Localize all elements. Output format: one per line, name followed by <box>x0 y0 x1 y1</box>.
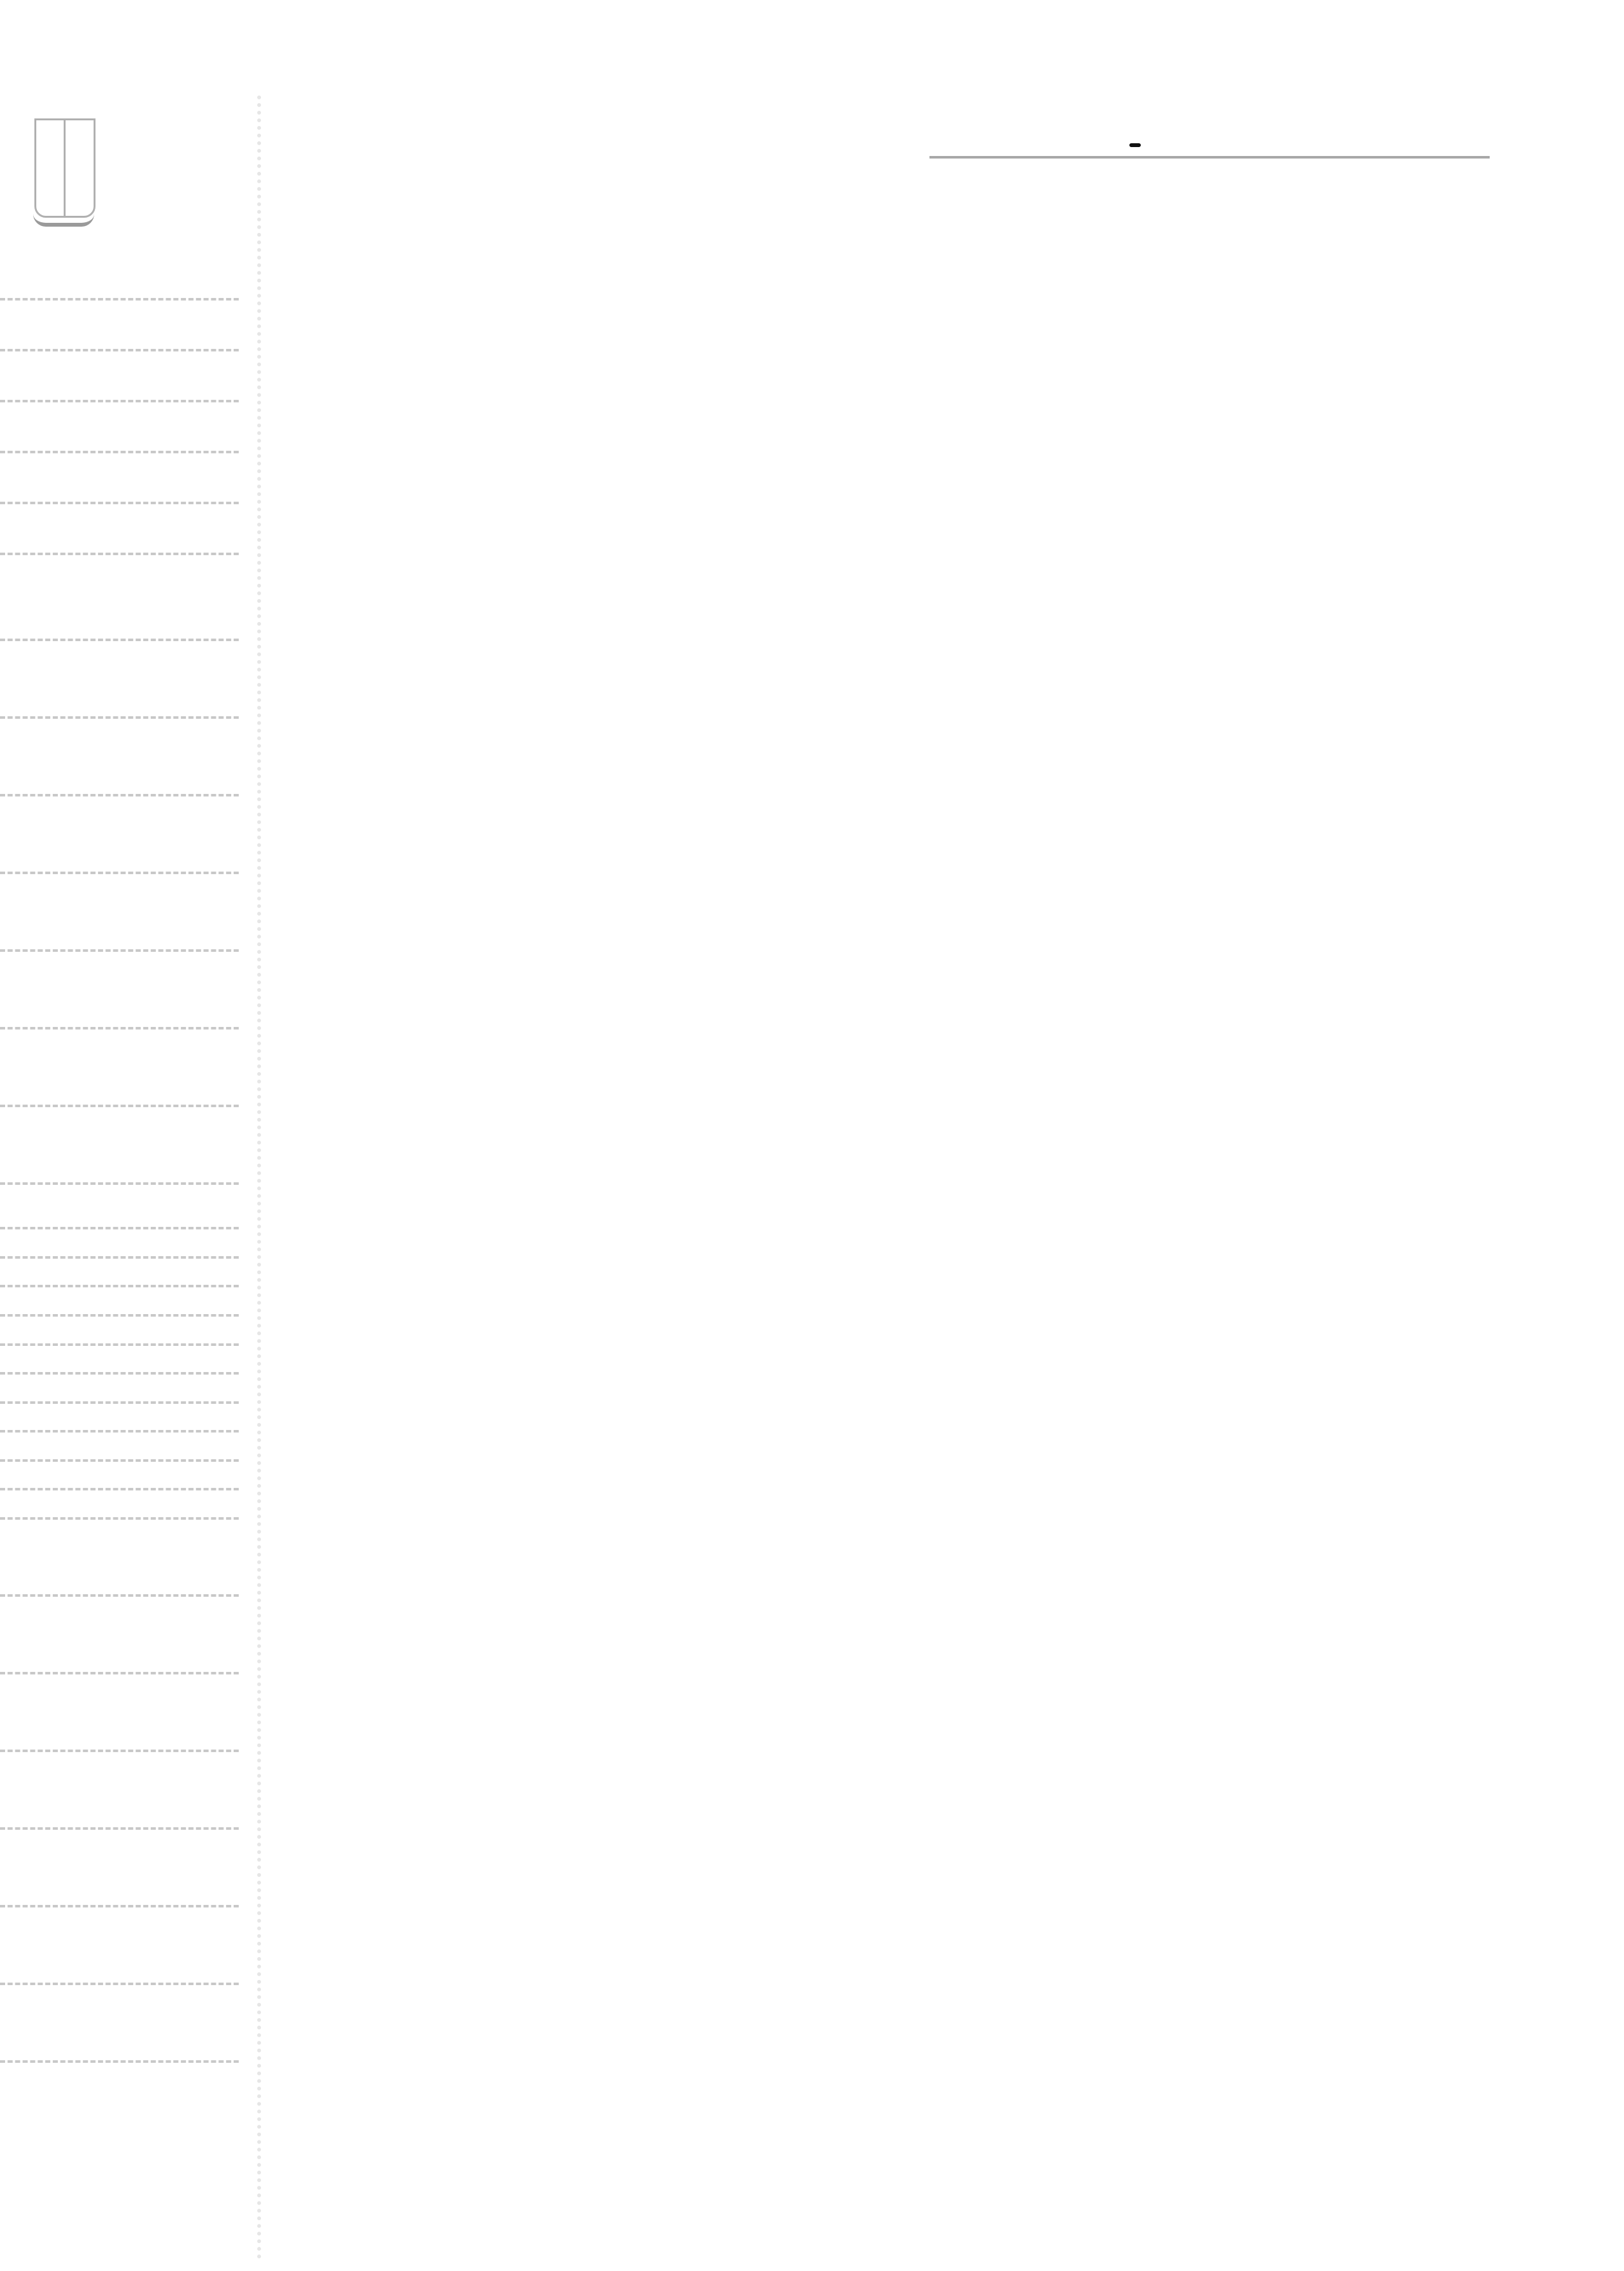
margin-note-line <box>0 400 239 402</box>
margin-note-line <box>0 1430 239 1433</box>
book-page-left-icon <box>34 118 66 218</box>
margin-note-line <box>0 502 239 504</box>
notes-book-logo <box>33 118 94 225</box>
margin-note-line <box>0 1372 239 1375</box>
margin-note-line <box>0 1256 239 1259</box>
book-spine-icon <box>33 214 94 227</box>
margin-note-line <box>0 716 239 719</box>
margin-binding-dots <box>257 96 261 2260</box>
margin-note-line <box>0 1488 239 1490</box>
margin-note-line <box>0 1105 239 1107</box>
margin-note-line <box>0 1594 239 1597</box>
margin-note-line <box>0 1314 239 1317</box>
margin-note-line <box>0 949 239 952</box>
margin-note-line <box>0 1182 239 1185</box>
margin-note-line <box>0 872 239 874</box>
margin-note-line <box>0 1672 239 1674</box>
margin-note-line <box>0 1517 239 1520</box>
100-badge <box>1129 143 1141 147</box>
margin-note-line <box>0 298 239 301</box>
margin-note-line <box>0 451 239 453</box>
margin-note-line <box>0 553 239 555</box>
margin-note-line <box>0 1027 239 1029</box>
margin-note-line <box>0 2060 239 2063</box>
margin-note-line <box>0 1827 239 1830</box>
margin-note-line <box>0 639 239 641</box>
margin-note-line <box>0 1750 239 1752</box>
margin-note-line <box>0 794 239 796</box>
book-page-right-icon <box>64 118 95 218</box>
margin-note-line <box>0 1905 239 1907</box>
exam-series-title <box>1127 120 1143 154</box>
margin-note-line <box>0 1227 239 1229</box>
margin-note-line <box>0 1401 239 1404</box>
margin-note-line <box>0 1459 239 1462</box>
margin-note-line <box>0 349 239 351</box>
margin-note-line <box>0 1983 239 1985</box>
margin-note-line <box>0 1285 239 1287</box>
margin-note-line <box>0 1343 239 1346</box>
header-divider <box>929 156 1490 159</box>
